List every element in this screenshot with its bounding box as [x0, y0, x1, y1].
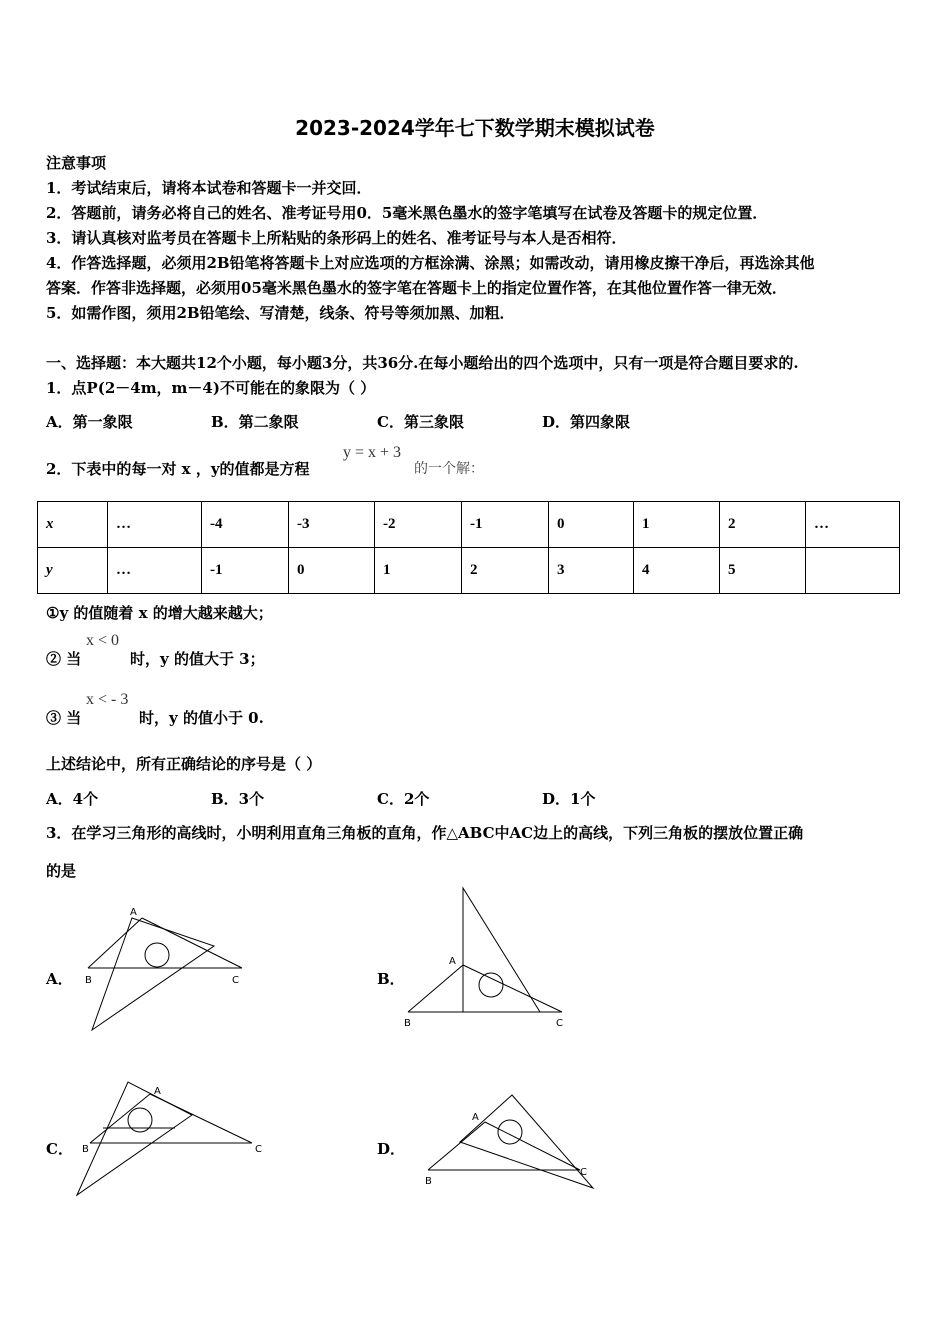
q2-statement-3-pre: ③ 当	[46, 709, 82, 727]
notice-item: 4．作答选择题，必须用2B铅笔将答题卡上对应选项的方框涂满、涂黑；如需改动，请用橡皮擦干净后，再选涂其他	[46, 254, 815, 272]
notice-item: 1．考试结束后，请将本试卷和答题卡一并交回．	[46, 179, 372, 197]
svg-text:C: C	[232, 975, 239, 986]
q2-option-d: D．1个	[542, 790, 596, 808]
section-heading: 一、选择题：本大题共12个小题，每小题3分，共36分.在每小题给出的四个选项中，只有一项是符合题目要求的.	[46, 354, 799, 372]
svg-text:A: A	[449, 956, 456, 967]
svg-text:B: B	[404, 1018, 411, 1029]
svg-text:A: A	[130, 907, 137, 918]
q2-statement-1: ①y 的值随着 x 的增大越来越大；	[46, 604, 273, 622]
q3-stem: 3．在学习三角形的高线时，小明利用直角三角板的直角，作△ABC中AC边上的高线，下列三角板的摆放位置正确	[46, 824, 804, 842]
q3-option-d: D．	[377, 1140, 406, 1158]
svg-text:B: B	[425, 1176, 432, 1187]
q1-option-b: B．第二象限	[211, 413, 299, 431]
q3-option-c: C．	[46, 1140, 73, 1158]
table-row: x … -4 -3 -2 -1 0 1 2 …	[38, 502, 900, 548]
notice-item: 5．如需作图，须用2B铅笔绘、写清楚，线条、符号等须加黑、加粗．	[46, 304, 515, 322]
q2-statement-3-post: 时，y 的值小于 0.	[139, 709, 264, 727]
q2-stem-post: 的一个解：	[414, 461, 484, 477]
q2-option-a: A．4个	[46, 790, 99, 808]
q1-option-c: C．第三象限	[377, 413, 464, 431]
svg-text:C: C	[556, 1018, 563, 1029]
figure-b	[404, 888, 563, 1029]
q2-statement-2-post: 时，y 的值大于 3；	[130, 650, 265, 668]
q2-statement-2-pre: ② 当	[46, 650, 82, 668]
svg-text:C: C	[255, 1144, 262, 1155]
q3-stem-cont: 的是	[46, 862, 77, 880]
q1-option-d: D．第四象限	[542, 413, 631, 431]
notice-item: 2．答题前，请务必将自己的姓名、准考证号用0．5毫米黑色墨水的签字笔填写在试卷及答题卡的规定位置．	[46, 204, 768, 222]
svg-text:B: B	[85, 975, 92, 986]
q2-stem: 2．下表中的每一对 x ，y的值都是方程	[46, 460, 310, 478]
svg-text:A: A	[472, 1112, 479, 1123]
q2-option-b: B．3个	[211, 790, 265, 808]
q2-option-c: C．2个	[377, 790, 430, 808]
q2-statement-3-math: x < - 3	[86, 691, 129, 708]
notice-heading: 注意事项	[46, 154, 107, 172]
q3-option-a: A．	[46, 970, 73, 988]
svg-text:A: A	[154, 1086, 161, 1097]
figure-a	[85, 907, 242, 1030]
notice-item: 答案．作答非选择题，必须用05毫米黑色墨水的签字笔在答题卡上的指定位置作答，在其他位置作答一律无效．	[46, 279, 787, 297]
q2-statement-2-math: x < 0	[86, 632, 120, 649]
q1-stem: 1．点P(2－4m，m－4)不可能在的象限为（ ）	[46, 379, 376, 397]
q1-option-a: A．第一象限	[46, 413, 133, 431]
svg-text:C: C	[580, 1167, 587, 1178]
notice-item: 3．请认真核对监考员在答题卡上所粘贴的条形码上的姓名、准考证号与本人是否相符．	[46, 229, 627, 247]
q2-equation: y = x + 3	[343, 444, 402, 461]
q2-ask: 上述结论中，所有正确结论的序号是（ ）	[46, 755, 322, 773]
figure-d	[425, 1095, 593, 1188]
table-row: y … -1 0 1 2 3 4 5	[38, 548, 900, 594]
svg-text:B: B	[82, 1144, 89, 1155]
figure-c	[77, 1082, 262, 1195]
q3-option-b: B．	[377, 970, 405, 988]
page-title: 2023-2024学年七下数学期末模拟试卷	[295, 116, 655, 140]
